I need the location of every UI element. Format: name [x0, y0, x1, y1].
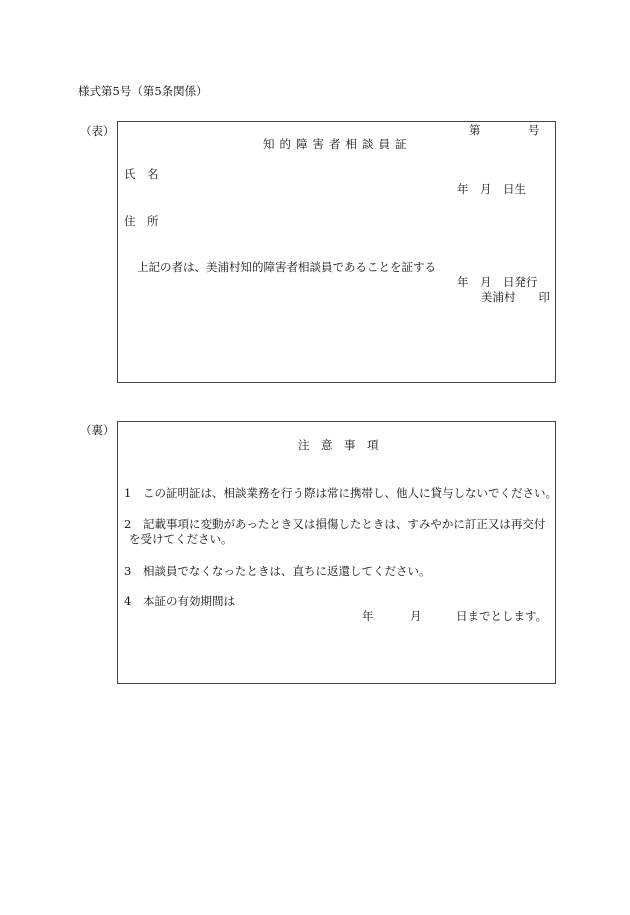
back-card [117, 421, 556, 684]
card-number-suffix: 号 [528, 123, 540, 137]
front-side-label: （表） [80, 124, 115, 138]
note-item-number: 4 [124, 594, 132, 608]
card-title: 知的障害者相談員証 [263, 137, 412, 151]
note-item-text: 記載事項に変動があったとき又は損傷したときは、すみやかに訂正又は再交付 [143, 517, 546, 531]
address-label: 住 所 [124, 214, 159, 228]
validity-year: 年 [362, 609, 374, 623]
note-item-text: 本証の有効期間は [143, 594, 235, 608]
note-item-text: 相談員でなくなったときは、直ちに返還してください。 [143, 564, 431, 578]
certification-text: 上記の者は、美浦村知的障害者相談員であることを証する [137, 260, 436, 274]
issuer-seal-line: 美浦村 印 [481, 290, 550, 304]
validity-month: 月 [410, 609, 422, 623]
birth-date-line: 年 月 日生 [457, 182, 526, 196]
name-label: 氏 名 [124, 167, 159, 181]
note-item-number: 3 [124, 564, 132, 578]
front-card [117, 121, 556, 383]
issue-date-line: 年 月 日発行 [457, 275, 538, 289]
note-item-number: 2 [124, 517, 132, 531]
note-item-text: この証明証は、相談業務を行う際は常に携帯し、他人に貸与しないでください。 [143, 486, 557, 500]
note-item-number: 1 [124, 486, 132, 500]
card-number-prefix: 第 [469, 123, 481, 137]
notes-title: 注 意 事 項 [298, 438, 379, 452]
form-heading: 様式第5号（第5条関係） [78, 84, 208, 98]
validity-end: 日までとします。 [456, 609, 548, 623]
note-item-text-continued: を受けてください。 [129, 532, 233, 546]
back-side-label: （裏） [80, 423, 115, 437]
